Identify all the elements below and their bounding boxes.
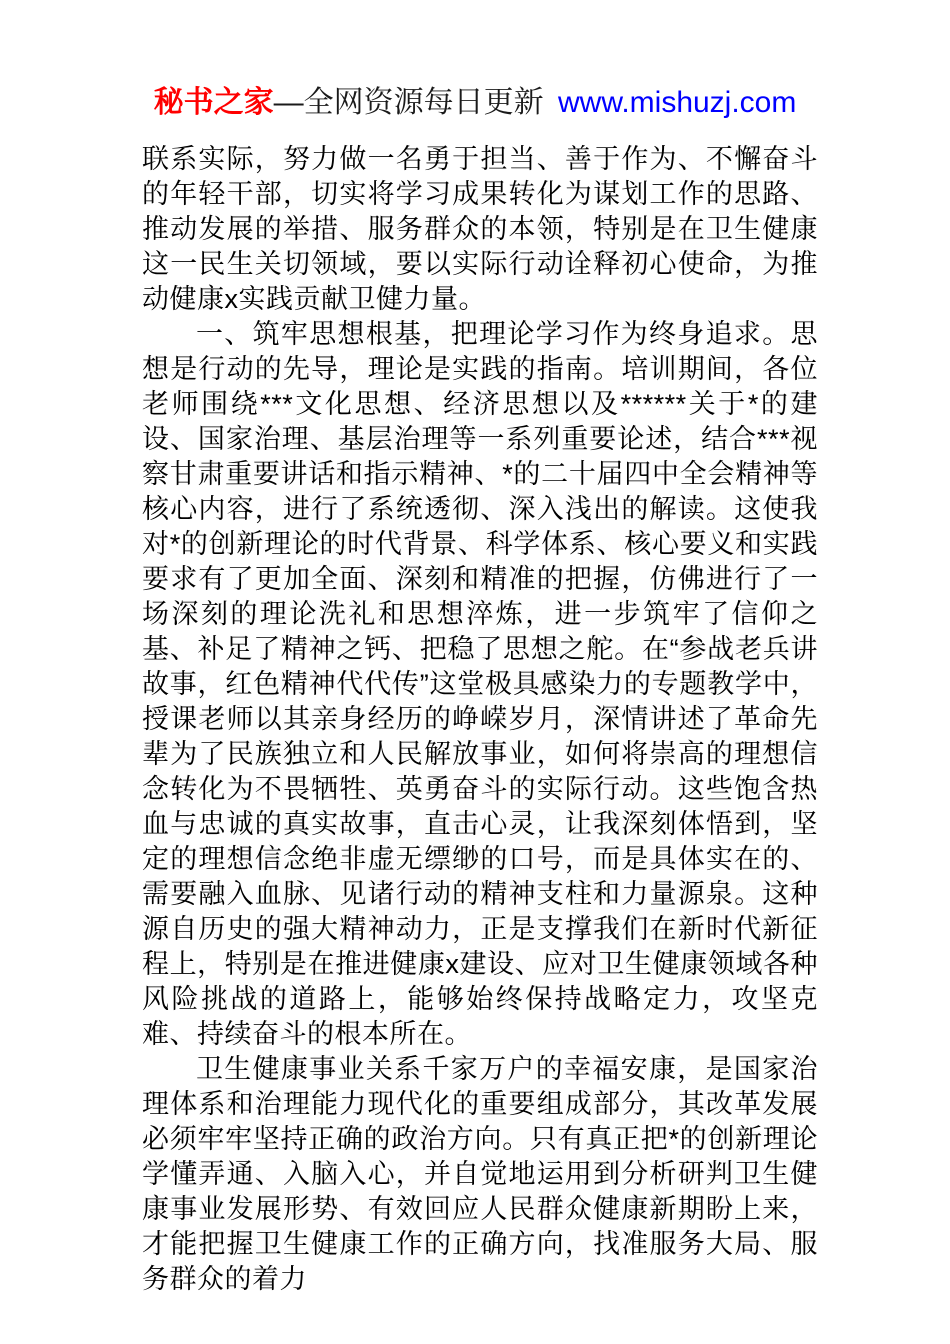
header-separator: — (273, 86, 304, 119)
site-tagline: 全网资源每日更新 (303, 86, 544, 119)
site-brand: 秘书之家 (153, 86, 274, 119)
header-space (544, 86, 558, 119)
paragraph: 卫生健康事业关系千家万户的幸福安康，是国家治理体系和治理能力现代化的重要组成部分，其改革发展必须牢牢坚持正确的政治方向。只有真正把*的创新理论学懂弄通、入脑入心，并自觉地运用到分析研判卫生健康事业发展形势、有效回应人民群众健康新期盼上来，才能把握卫生健康工作的正确方向，找准服务大局、服务群众的着力 (142, 1054, 818, 1294)
site-header (0, 0, 950, 122)
paragraph: 一、筑牢思想根基，把理论学习作为终身追求。思想是行动的先导，理论是实践的指南。培训期间，各位老师围绕***文化思想、经济思想以及******关于*的建设、国家治理、基层治理等一系列重要论述，结合***视察甘肃重要讲话和指示精神、*的二十届四中全会精神等核心内容，进行了系统透彻、深入浅出的解读。这使我对*的创新理论的时代背景、科学体系、核心要义和实践要求有了更加全面、深刻和精准的把握，仿佛进行了一场深刻的理论洗礼和思想淬炼，进一步筑牢了信仰之基、补足了精神之钙、把稳了思想之舵。在“参战老兵讲故事，红色精神代代传”这堂极具感染力的专题教学中，授课老师以其亲身经历的峥嵘岁月，深情讲述了革命先辈为了民族独立和人民解放事业，如何将崇高的理想信念转化为不畏牺牲、英勇奋斗的实际行动。这些饱含热血与忠诚的真实故事，直击心灵，让我深刻体悟到，坚定的理想信念绝非虚无缥缈的口号，而是具体实在的、需要融入血脉、见诸行动的精神支柱和力量源泉。这种源自历史的强大精神动力，正是支撑我们在新时代新征程上，特别是在推进健康x建设、应对卫生健康领域各种风险挑战的道路上，能够始终保持战略定力，攻坚克难、持续奋斗的根本所在。 (142, 319, 818, 1049)
site-url-link[interactable]: www.mishuzj.com (557, 86, 797, 119)
document-body (142, 142, 818, 1297)
paragraph: 联系实际，努力做一名勇于担当、善于作为、不懈奋斗的年轻干部，切实将学习成果转化为谋划工作的思路、推动发展的举措、服务群众的本领，特别是在卫生健康这一民生关切领域，要以实际行动诠释初心使命，为推动健康x实践贡献卫健力量。 (142, 144, 818, 314)
